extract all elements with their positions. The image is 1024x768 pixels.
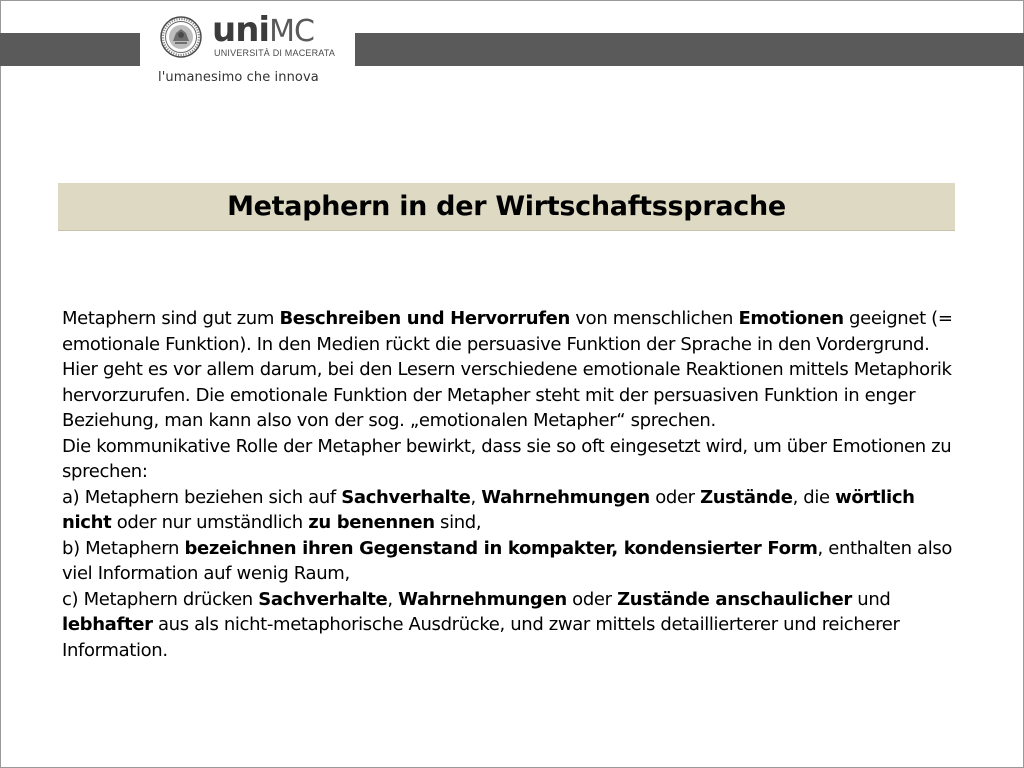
logo-wordmark bbox=[212, 12, 314, 48]
bold-term: wörtlich nicht bbox=[62, 486, 915, 533]
bold-term: Emotionen bbox=[738, 308, 844, 329]
paragraph-communicative-role bbox=[62, 434, 967, 485]
bold-term: Wahrnehmungen bbox=[398, 588, 567, 610]
text-run: a) Metaphern beziehen sich auf bbox=[62, 486, 342, 508]
text-run: sind, bbox=[434, 512, 482, 533]
text-run: oder bbox=[566, 588, 618, 610]
logo-mc: MC bbox=[269, 14, 314, 49]
text-run: c) Metaphern drücken bbox=[62, 588, 259, 610]
bold-term: Zustände anschaulicher bbox=[617, 588, 852, 610]
text-run: Die kommunikative Rolle der Metapher bewirkt, dass sie so oft eingesetzt wird, um über Emotionen zu sprechen: bbox=[62, 435, 952, 482]
bold-term: lebhafter bbox=[62, 614, 153, 635]
text-run: Metaphern sind gut zum bbox=[62, 308, 280, 329]
logo-uni: uni bbox=[212, 10, 270, 50]
header-band-right bbox=[355, 33, 1024, 66]
text-run: , bbox=[387, 588, 399, 610]
bold-term: Wahrnehmungen bbox=[481, 486, 650, 508]
bold-term: Sachverhalte bbox=[341, 486, 471, 508]
logo-subtitle: UNIVERSITÀ DI MACERATA bbox=[214, 48, 336, 58]
text-run: , die bbox=[792, 486, 836, 508]
tagline: l'umanesimo che innova bbox=[158, 70, 319, 85]
header-band-left bbox=[0, 33, 140, 66]
list-item-b bbox=[62, 536, 967, 587]
text-run: von menschlichen bbox=[570, 308, 739, 329]
text-run: aus als nicht-metaphorische Ausdrücke, und zwar mittels detaillierterer und reicherer Information. bbox=[62, 614, 900, 661]
bold-term: Zustände bbox=[700, 486, 793, 508]
slide-title: Metaphern in der Wirtschaftssprache bbox=[227, 191, 786, 222]
bold-term: bezeichnen ihren Gegenstand in kompakter, kondensierter Form bbox=[184, 537, 818, 559]
text-run: , bbox=[470, 486, 482, 508]
title-bar bbox=[58, 183, 955, 231]
text-run: geeignet (= emotionale Funktion). In den Medien rückt die persuasive Funktion der Sprache in den Vordergrund. Hier geht es vor allem darum, bei den Lesern verschiedene emotionale Reaktionen mittels Metaphorik hervorzurufen. Die emotionale Funktion der Metapher steht mit der persuasiven Funktion in enger Beziehung, man kann also von der sog. „emotionalen Metapher“ sprechen. bbox=[62, 308, 953, 431]
text-run: b) Metaphern bbox=[62, 537, 185, 559]
list-item-c bbox=[62, 587, 967, 664]
slide-body bbox=[62, 306, 967, 663]
text-run: , enthalten also viel Information auf wenig Raum, bbox=[62, 537, 953, 584]
bold-term: Beschreiben und Hervorrufen bbox=[279, 308, 570, 329]
paragraph-emotions bbox=[62, 306, 967, 434]
bold-term: zu benennen bbox=[308, 512, 435, 533]
list-item-a bbox=[62, 485, 967, 536]
text-run: oder bbox=[649, 486, 701, 508]
text-run: und bbox=[851, 588, 891, 610]
bold-term: Sachverhalte bbox=[258, 588, 388, 610]
text-run: oder nur umständlich bbox=[111, 512, 309, 533]
university-seal-icon bbox=[160, 16, 202, 58]
